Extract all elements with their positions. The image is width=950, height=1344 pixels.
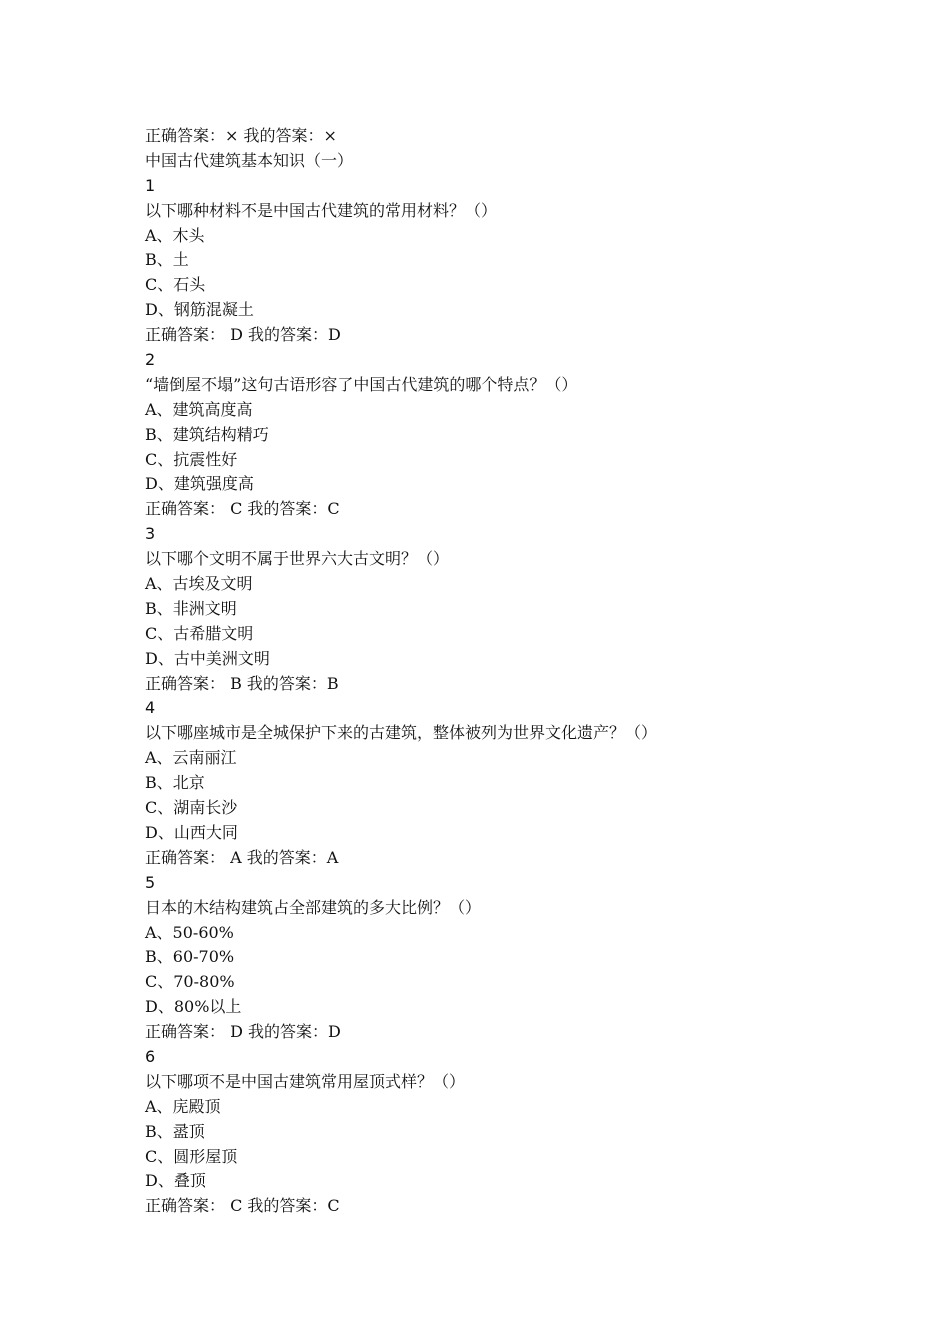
document-body: [145, 124, 845, 1219]
answer-option: A、庑殿顶: [145, 1096, 221, 1116]
question-number: 2: [145, 350, 156, 370]
answer-option: C、抗震性好: [145, 449, 238, 469]
question-number: 4: [145, 698, 156, 718]
question-number: 6: [145, 1046, 156, 1066]
answer-option: B、北京: [145, 773, 205, 793]
question-block: [145, 348, 845, 522]
answer-option: C、石头: [145, 275, 206, 295]
answer-option: A、古埃及文明: [145, 574, 253, 594]
answer-option: D、80%以上: [145, 997, 242, 1017]
answer-line: 正确答案： B 我的答案：B: [145, 673, 339, 693]
answer-option: A、建筑高度高: [145, 399, 253, 419]
answer-line: 正确答案： C 我的答案：C: [145, 1196, 340, 1216]
answer-option: B、非洲文明: [145, 598, 237, 618]
question-text: 以下哪种材料不是中国古代建筑的常用材料？（）: [145, 200, 498, 220]
answer-line: 正确答案： D 我的答案：D: [145, 1022, 341, 1042]
answer-option: D、古中美洲文明: [145, 648, 270, 668]
answer-option: D、叠顶: [145, 1171, 206, 1191]
answer-option: C、古希腊文明: [145, 623, 254, 643]
question-block: [145, 871, 845, 1045]
question-block: [145, 696, 845, 870]
answer-option: C、湖南长沙: [145, 798, 238, 818]
answer-line: 正确答案： A 我的答案：A: [145, 847, 339, 867]
answer-option: B、土: [145, 250, 189, 270]
previous-answer-line: 正确答案：× 我的答案：×: [145, 126, 337, 145]
answer-option: A、云南丽江: [145, 748, 237, 768]
question-number: 3: [145, 524, 156, 544]
question-block: [145, 174, 845, 348]
answer-option: B、建筑结构精巧: [145, 424, 269, 444]
answer-line: 正确答案： D 我的答案：D: [145, 325, 341, 345]
answer-option: B、60-70%: [145, 947, 235, 967]
question-number: 1: [145, 175, 156, 195]
answer-option: A、木头: [145, 225, 205, 245]
question-block: [145, 1045, 845, 1219]
answer-option: C、70-80%: [145, 972, 235, 992]
question-text: 以下哪项不是中国古建筑常用屋顶式样？（）: [145, 1071, 466, 1091]
answer-option: C、圆形屋顶: [145, 1146, 238, 1166]
answer-option: D、钢筋混凝土: [145, 300, 254, 320]
question-text: 以下哪个文明不属于世界六大古文明？（）: [145, 549, 450, 569]
question-list: [145, 174, 845, 1219]
answer-line: 正确答案： C 我的答案：C: [145, 499, 340, 519]
question-number: 5: [145, 872, 156, 892]
question-text: 以下哪座城市是全城保护下来的古建筑，整体被列为世界文化遗产？（）: [145, 723, 658, 743]
question-text: “墙倒屋不塌”这句古语形容了中国古代建筑的哪个特点？（）: [145, 374, 578, 394]
answer-option: B、盝顶: [145, 1121, 205, 1141]
section-title: 中国古代建筑基本知识（一）: [145, 150, 354, 170]
answer-option: D、建筑强度高: [145, 474, 254, 494]
answer-option: D、山西大同: [145, 822, 238, 842]
question-block: [145, 522, 845, 696]
question-text: 日本的木结构建筑占全部建筑的多大比例？（）: [145, 897, 482, 917]
answer-option: A、50-60%: [145, 922, 234, 942]
